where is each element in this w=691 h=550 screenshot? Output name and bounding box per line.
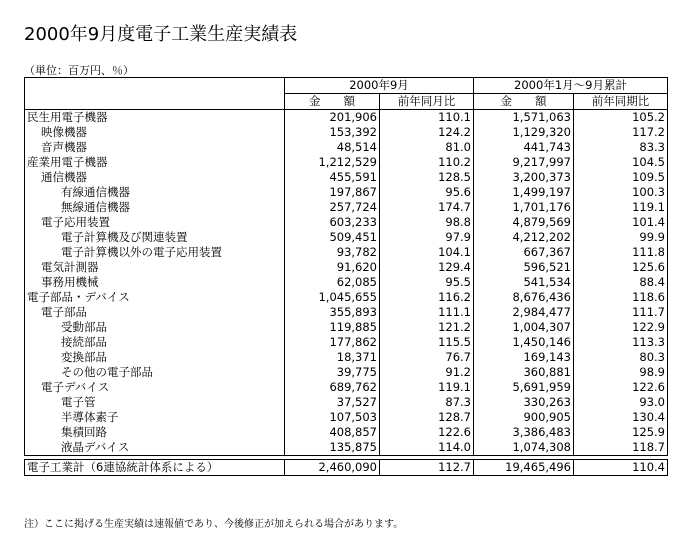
cumulative-amount: 1,499,197 bbox=[474, 185, 574, 200]
cumulative-yoy: 80.3 bbox=[574, 350, 668, 365]
month-amount: 408,857 bbox=[285, 425, 380, 440]
cumulative-amount: 1,074,308 bbox=[474, 440, 574, 456]
month-yoy: 76.7 bbox=[380, 350, 474, 365]
cumulative-yoy: 125.9 bbox=[574, 425, 668, 440]
row-label: 電子応用装置 bbox=[25, 215, 285, 230]
month-amount: 603,233 bbox=[285, 215, 380, 230]
month-yoy: 124.2 bbox=[380, 125, 474, 140]
month-amount: 1,212,529 bbox=[285, 155, 380, 170]
unit-label: （単位：百万円、％） bbox=[24, 64, 134, 77]
month-yoy: 122.6 bbox=[380, 425, 474, 440]
month-amount: 48,514 bbox=[285, 140, 380, 155]
month-yoy: 129.4 bbox=[380, 260, 474, 275]
row-label: 電気計測器 bbox=[25, 260, 285, 275]
table-row bbox=[25, 155, 668, 170]
cumulative-yoy: 118.7 bbox=[574, 440, 668, 456]
month-amount: 509,451 bbox=[285, 230, 380, 245]
header-group-cumulative: 2000年1月〜9月累計 bbox=[474, 78, 668, 94]
header-row-columns bbox=[25, 94, 668, 110]
month-amount: 39,775 bbox=[285, 365, 380, 380]
month-yoy: 128.5 bbox=[380, 170, 474, 185]
month-amount: 153,392 bbox=[285, 125, 380, 140]
month-amount: 355,893 bbox=[285, 305, 380, 320]
total-month-amount: 2,460,090 bbox=[285, 460, 380, 476]
cumulative-yoy: 100.3 bbox=[574, 185, 668, 200]
table-row bbox=[25, 125, 668, 140]
month-amount: 689,762 bbox=[285, 380, 380, 395]
month-yoy: 110.1 bbox=[380, 110, 474, 126]
table-row bbox=[25, 290, 668, 305]
cumulative-yoy: 119.1 bbox=[574, 200, 668, 215]
month-yoy: 95.6 bbox=[380, 185, 474, 200]
month-amount: 93,782 bbox=[285, 245, 380, 260]
row-label: 電子部品・デバイス bbox=[25, 290, 285, 305]
cumulative-amount: 4,879,569 bbox=[474, 215, 574, 230]
row-label: 半導体素子 bbox=[25, 410, 285, 425]
table-row bbox=[25, 380, 668, 395]
table-row bbox=[25, 410, 668, 425]
header-row-groups bbox=[25, 78, 668, 94]
row-label: 通信機器 bbox=[25, 170, 285, 185]
cumulative-yoy: 98.9 bbox=[574, 365, 668, 380]
cumulative-yoy: 117.2 bbox=[574, 125, 668, 140]
cumulative-amount: 8,676,436 bbox=[474, 290, 574, 305]
table-row bbox=[25, 440, 668, 456]
month-amount: 135,875 bbox=[285, 440, 380, 456]
row-label: 産業用電子機器 bbox=[25, 155, 285, 170]
cumulative-amount: 5,691,959 bbox=[474, 380, 574, 395]
month-amount: 455,591 bbox=[285, 170, 380, 185]
cumulative-yoy: 104.5 bbox=[574, 155, 668, 170]
row-label: 接続部品 bbox=[25, 335, 285, 350]
month-yoy: 119.1 bbox=[380, 380, 474, 395]
cumulative-amount: 441,743 bbox=[474, 140, 574, 155]
header-amount-month: 金 額 bbox=[285, 94, 380, 110]
month-amount: 201,906 bbox=[285, 110, 380, 126]
row-label: 電子部品 bbox=[25, 305, 285, 320]
header-group-month: 2000年9月 bbox=[285, 78, 474, 94]
month-yoy: 95.5 bbox=[380, 275, 474, 290]
month-amount: 257,724 bbox=[285, 200, 380, 215]
table-row bbox=[25, 230, 668, 245]
row-label: 電子管 bbox=[25, 395, 285, 410]
month-amount: 119,885 bbox=[285, 320, 380, 335]
month-yoy: 115.5 bbox=[380, 335, 474, 350]
month-yoy: 91.2 bbox=[380, 365, 474, 380]
cumulative-yoy: 113.3 bbox=[574, 335, 668, 350]
table-row bbox=[25, 185, 668, 200]
month-amount: 1,045,655 bbox=[285, 290, 380, 305]
total-cumulative-yoy: 110.4 bbox=[574, 460, 668, 476]
header-yoy-month: 前年同月比 bbox=[380, 94, 474, 110]
month-yoy: 114.0 bbox=[380, 440, 474, 456]
header-yoy-cumulative: 前年同期比 bbox=[574, 94, 668, 110]
cumulative-amount: 3,386,483 bbox=[474, 425, 574, 440]
row-label: 音声機器 bbox=[25, 140, 285, 155]
table-row bbox=[25, 110, 668, 126]
month-amount: 177,862 bbox=[285, 335, 380, 350]
month-yoy: 174.7 bbox=[380, 200, 474, 215]
month-yoy: 87.3 bbox=[380, 395, 474, 410]
cumulative-yoy: 101.4 bbox=[574, 215, 668, 230]
cumulative-yoy: 122.6 bbox=[574, 380, 668, 395]
table-row bbox=[25, 350, 668, 365]
cumulative-amount: 1,571,063 bbox=[474, 110, 574, 126]
month-yoy: 98.8 bbox=[380, 215, 474, 230]
table-row bbox=[25, 320, 668, 335]
month-yoy: 116.2 bbox=[380, 290, 474, 305]
table-row bbox=[25, 260, 668, 275]
row-label: 無線通信機器 bbox=[25, 200, 285, 215]
row-label: 電子計算機以外の電子応用装置 bbox=[25, 245, 285, 260]
table-row bbox=[25, 245, 668, 260]
cumulative-amount: 900,905 bbox=[474, 410, 574, 425]
header-blank bbox=[25, 78, 285, 94]
cumulative-yoy: 118.6 bbox=[574, 290, 668, 305]
row-label: 民生用電子機器 bbox=[25, 110, 285, 126]
cumulative-yoy: 88.4 bbox=[574, 275, 668, 290]
row-label: 液晶デバイス bbox=[25, 440, 285, 456]
cumulative-amount: 541,534 bbox=[474, 275, 574, 290]
table-row bbox=[25, 170, 668, 185]
cumulative-amount: 2,984,477 bbox=[474, 305, 574, 320]
row-label: その他の電子部品 bbox=[25, 365, 285, 380]
header-blank bbox=[25, 94, 285, 110]
row-label: 電子計算機及び関連装置 bbox=[25, 230, 285, 245]
cumulative-yoy: 130.4 bbox=[574, 410, 668, 425]
table-row bbox=[25, 425, 668, 440]
table-row bbox=[25, 200, 668, 215]
cumulative-amount: 9,217,997 bbox=[474, 155, 574, 170]
month-yoy: 81.0 bbox=[380, 140, 474, 155]
cumulative-amount: 667,367 bbox=[474, 245, 574, 260]
month-amount: 197,867 bbox=[285, 185, 380, 200]
cumulative-amount: 1,004,307 bbox=[474, 320, 574, 335]
cumulative-amount: 1,129,320 bbox=[474, 125, 574, 140]
month-amount: 62,085 bbox=[285, 275, 380, 290]
table-row bbox=[25, 365, 668, 380]
cumulative-amount: 360,881 bbox=[474, 365, 574, 380]
cumulative-amount: 596,521 bbox=[474, 260, 574, 275]
total-row bbox=[25, 460, 668, 476]
production-table bbox=[24, 77, 668, 476]
table-row bbox=[25, 215, 668, 230]
cumulative-yoy: 93.0 bbox=[574, 395, 668, 410]
cumulative-yoy: 122.9 bbox=[574, 320, 668, 335]
cumulative-amount: 4,212,202 bbox=[474, 230, 574, 245]
cumulative-amount: 169,143 bbox=[474, 350, 574, 365]
cumulative-yoy: 99.9 bbox=[574, 230, 668, 245]
page-title: 2000年9月度電子工業生産実績表 bbox=[24, 24, 298, 45]
row-label: 受動部品 bbox=[25, 320, 285, 335]
month-yoy: 128.7 bbox=[380, 410, 474, 425]
cumulative-yoy: 109.5 bbox=[574, 170, 668, 185]
total-cumulative-amount: 19,465,496 bbox=[474, 460, 574, 476]
total-month-yoy: 112.7 bbox=[380, 460, 474, 476]
month-amount: 18,371 bbox=[285, 350, 380, 365]
row-label: 事務用機械 bbox=[25, 275, 285, 290]
table-row bbox=[25, 395, 668, 410]
row-label: 変換部品 bbox=[25, 350, 285, 365]
table-row bbox=[25, 275, 668, 290]
table-row bbox=[25, 140, 668, 155]
cumulative-amount: 1,701,176 bbox=[474, 200, 574, 215]
month-yoy: 110.2 bbox=[380, 155, 474, 170]
table-row bbox=[25, 305, 668, 320]
cumulative-yoy: 83.3 bbox=[574, 140, 668, 155]
month-yoy: 97.9 bbox=[380, 230, 474, 245]
cumulative-amount: 3,200,373 bbox=[474, 170, 574, 185]
month-yoy: 104.1 bbox=[380, 245, 474, 260]
cumulative-amount: 330,263 bbox=[474, 395, 574, 410]
total-label: 電子工業計（6連協統計体系による） bbox=[25, 460, 285, 476]
header-amount-cumulative: 金 額 bbox=[474, 94, 574, 110]
cumulative-yoy: 111.8 bbox=[574, 245, 668, 260]
cumulative-yoy: 111.7 bbox=[574, 305, 668, 320]
row-label: 映像機器 bbox=[25, 125, 285, 140]
month-amount: 37,527 bbox=[285, 395, 380, 410]
row-label: 有線通信機器 bbox=[25, 185, 285, 200]
month-yoy: 121.2 bbox=[380, 320, 474, 335]
row-label: 電子デバイス bbox=[25, 380, 285, 395]
month-yoy: 111.1 bbox=[380, 305, 474, 320]
month-amount: 107,503 bbox=[285, 410, 380, 425]
cumulative-yoy: 125.6 bbox=[574, 260, 668, 275]
cumulative-amount: 1,450,146 bbox=[474, 335, 574, 350]
table-row bbox=[25, 335, 668, 350]
month-amount: 91,620 bbox=[285, 260, 380, 275]
row-label: 集積回路 bbox=[25, 425, 285, 440]
footnote: 注）ここに掲げる生産実績は速報値であり、今後修正が加えられる場合があります。 bbox=[24, 519, 404, 530]
cumulative-yoy: 105.2 bbox=[574, 110, 668, 126]
